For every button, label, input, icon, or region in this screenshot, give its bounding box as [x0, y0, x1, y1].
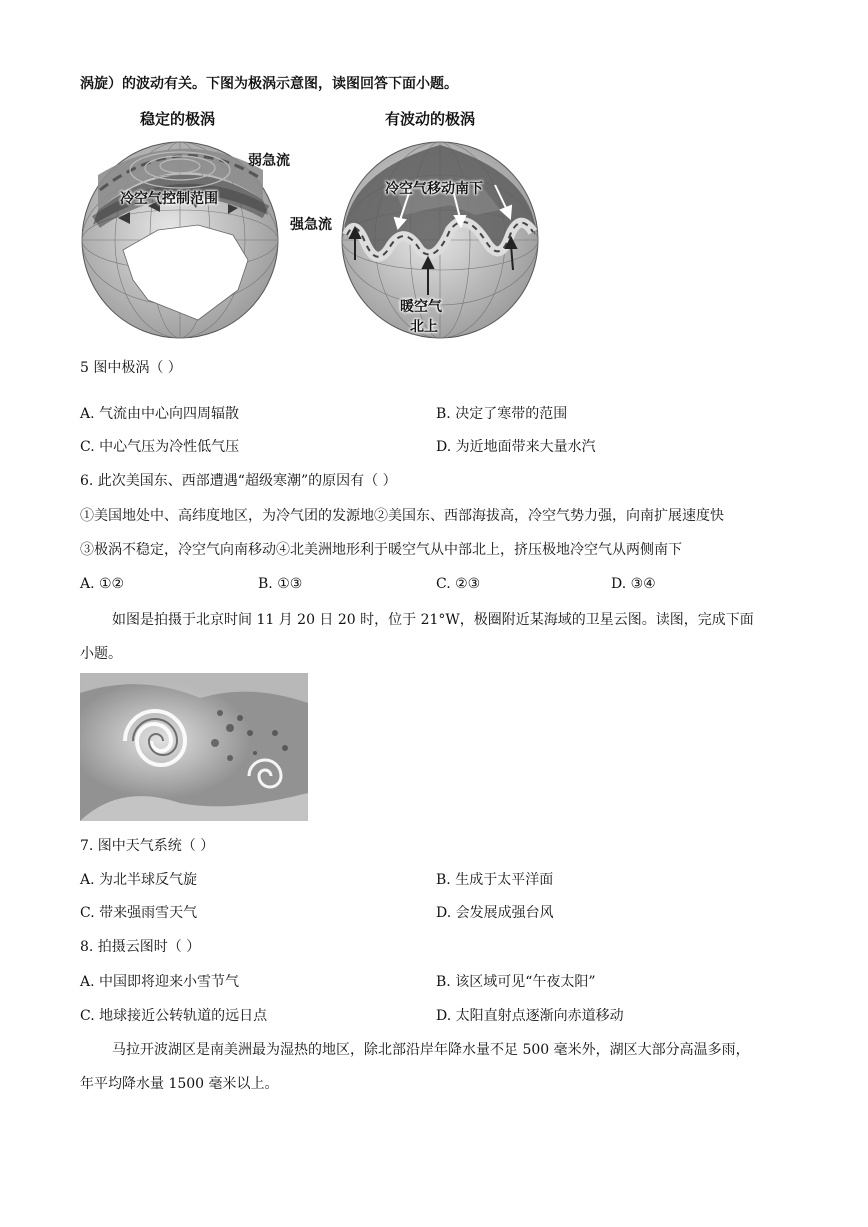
q6-option-a[interactable]: A. ①②	[80, 576, 125, 592]
q5-option-b[interactable]: B. 决定了寒带的范围	[436, 406, 568, 422]
q5-stem: 5 图中极涡（ ）	[80, 360, 182, 376]
satellite-cloud-image	[80, 673, 308, 821]
q6-stem: 6. 此次美国东、西部遭遇“超级寒潮”的原因有（ ）	[80, 473, 397, 489]
q8-stem: 8. 拍摄云图时（ ）	[80, 939, 201, 955]
cold-air-south-label: 冷空气移动南下	[385, 181, 483, 197]
weak-jet-label: 弱急流	[248, 153, 290, 169]
passage3-line1: 马拉开波湖区是南美洲最为湿热的地区，除北部沿岸年降水量不足 500 毫米外，湖区大部分高温多雨，	[112, 1042, 750, 1058]
warm-air-label-2: 北上	[410, 319, 438, 335]
q5-option-a[interactable]: A. 气流由中心向四周辐散	[80, 406, 240, 422]
q6-statement-2: ③极涡不稳定，冷空气向南移动④北美洲地形利于暖空气从中部北上，挤压极地冷空气从两侧南下	[80, 542, 682, 558]
q6-option-d[interactable]: D. ③④	[611, 576, 656, 592]
q7-option-d[interactable]: D. 会发展成强台风	[436, 905, 554, 921]
strong-jet-label: 强急流	[290, 217, 332, 233]
q7-option-c[interactable]: C. 带来强雨雪天气	[80, 905, 198, 921]
q7-stem: 7. 图中天气系统（ ）	[80, 838, 215, 854]
passage3-line2: 年平均降水量 1500 毫米以上。	[80, 1076, 279, 1092]
q7-option-b[interactable]: B. 生成于太平洋面	[436, 872, 554, 888]
wavy-vortex-title: 有波动的极涡	[385, 110, 476, 128]
cold-air-control-label: 冷空气控制范围	[120, 191, 218, 207]
q6-statement-1: ①美国地处中、高纬度地区，为冷气团的发源地②美国东、西部海拔高，冷空气势力强，向南扩展速度快	[80, 508, 724, 524]
q8-option-c[interactable]: C. 地球接近公转轨道的远日点	[80, 1008, 268, 1024]
passage2-line2: 小题。	[80, 646, 122, 662]
q6-option-c[interactable]: C. ②③	[436, 576, 481, 592]
q5-option-c[interactable]: C. 中心气压为冷性低气压	[80, 439, 240, 455]
q8-option-d[interactable]: D. 太阳直射点逐渐向赤道移动	[436, 1008, 624, 1024]
q8-option-b[interactable]: B. 该区域可见“午夜太阳”	[436, 974, 596, 990]
q8-option-a[interactable]: A. 中国即将迎来小雪节气	[80, 974, 240, 990]
stable-vortex-title: 稳定的极涡	[140, 110, 216, 128]
q5-option-d[interactable]: D. 为近地面带来大量水汽	[436, 439, 596, 455]
warm-air-label-1: 暖空气	[400, 299, 442, 315]
q6-option-b[interactable]: B. ①③	[258, 576, 303, 592]
q7-option-a[interactable]: A. 为北半球反气旋	[80, 872, 198, 888]
passage2-line1: 如图是拍摄于北京时间 11 月 20 日 20 时，位于 21°W，极圈附近某海域的卫星云图。读图，完成下面	[112, 612, 754, 628]
intro-text: 涡旋）的波动有关。下图为极涡示意图，读图回答下面小题。	[80, 76, 458, 92]
